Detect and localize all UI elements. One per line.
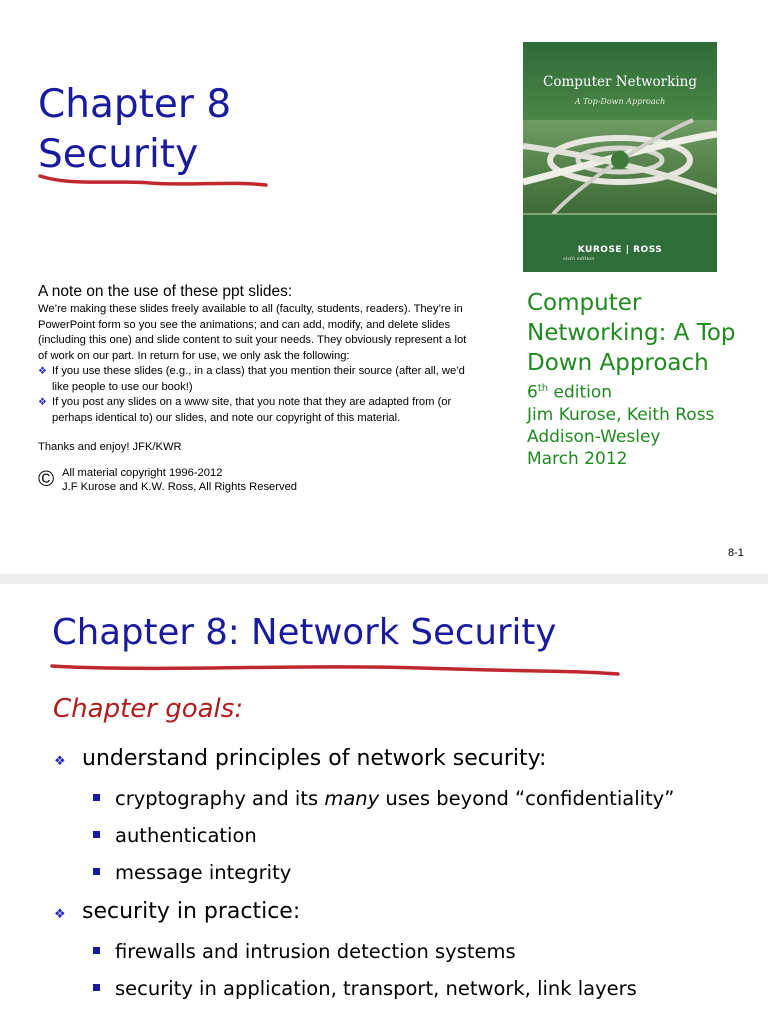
goals-list <box>54 742 674 1007</box>
thanks-text: Thanks and enjoy! JFK/KWR <box>38 441 182 453</box>
book-cover <box>523 42 717 272</box>
copyright-icon: © <box>38 465 55 491</box>
diamond-bullet-icon: ❖ <box>54 907 66 922</box>
book-publisher: Addison-Wesley <box>527 426 661 447</box>
subitem <box>82 970 674 1007</box>
book-edition <box>527 378 767 404</box>
subitem-text: firewalls and intrusion detection systems <box>115 940 516 963</box>
diamond-bullet-icon: ❖ <box>54 754 66 769</box>
subitem-text-part: cryptography and its <box>115 787 325 810</box>
diamond-bullet-icon: ❖ <box>38 397 47 408</box>
book-date: March 2012 <box>527 448 628 469</box>
subitem <box>82 933 674 970</box>
goal-item <box>54 895 674 1007</box>
book-name-line-2: Networking: A Top <box>527 320 736 346</box>
book-cover-subtitle: A Top-Down Approach <box>574 97 666 106</box>
subitem <box>82 854 674 891</box>
book-name-line-1: Computer <box>527 290 642 316</box>
goal-text: security in practice: <box>82 899 301 924</box>
subitem <box>82 817 674 854</box>
book-cover-edition: sixth edition <box>563 256 595 262</box>
edition-suffix: th <box>537 383 549 394</box>
book-cover-authors: KUROSE | ROSS <box>577 245 663 255</box>
goal-subitems <box>82 933 674 1007</box>
title-underline <box>0 0 300 200</box>
goals-label: Chapter goals: <box>53 694 244 724</box>
subitem-text-part: uses beyond “confidentiality” <box>379 787 675 810</box>
title-line-2: Security <box>38 132 199 177</box>
copyright-line-2: J.F Kurose and K.W. Ross, All Rights Reserved <box>62 480 298 493</box>
slide-separator <box>0 574 768 584</box>
square-bullet-icon <box>93 794 100 801</box>
subitem-text: authentication <box>115 824 257 847</box>
goal-text: understand principles of network security: <box>82 746 547 771</box>
title-underline <box>0 584 640 694</box>
slide-2 <box>0 584 768 1024</box>
subitem-text: security in application, transport, network, link layers <box>115 977 637 1000</box>
subitem-emphasis: many <box>324 787 380 810</box>
usage-note <box>38 283 478 494</box>
note-bullet <box>38 395 478 426</box>
note-bullet-text: If you post any slides on a www site, that you note that they are adapted from (or perhaps identical to) our slides, and note our copyright of this material. <box>52 396 452 424</box>
book-cover-title: Computer Networking <box>543 74 697 90</box>
square-bullet-icon <box>93 984 100 991</box>
square-bullet-icon <box>93 868 100 875</box>
book-authors: Jim Kurose, Keith Ross <box>527 404 715 425</box>
title-line-1: Chapter 8 <box>38 82 232 127</box>
note-paragraph: We’re making these slides freely available to all (faculty, students, readers). They’re in PowerPoint form so you see the animations; and can add, modify, and delete slides (including this one) and slide content to suit your needs. They obviously represent a lot of work on our part. In return for use, we only ask the following: <box>38 303 467 362</box>
goal-item <box>54 742 674 891</box>
note-bullet <box>38 364 478 395</box>
book-name-line-3: Down Approach <box>527 350 709 376</box>
page-number: 8-1 <box>728 547 744 559</box>
square-bullet-icon <box>93 947 100 954</box>
diamond-bullet-icon: ❖ <box>38 366 47 377</box>
subitem-text: message integrity <box>115 861 292 884</box>
subitem <box>82 780 674 817</box>
note-bullet-text: If you use these slides (e.g., in a class) that you mention their source (after all, we’d like people to use our book!) <box>52 365 465 393</box>
edition-number: 6 <box>527 382 538 403</box>
note-bullet-list <box>38 364 478 426</box>
slide-title: Chapter 8: Network Security <box>52 612 557 653</box>
copyright-line-1: All material copyright 1996-2012 <box>62 466 223 479</box>
note-heading: A note on the use of these ppt slides: <box>38 283 293 300</box>
edition-word: edition <box>548 382 613 403</box>
copyright-notice <box>38 466 478 494</box>
goal-subitems <box>82 780 674 891</box>
book-info <box>527 288 767 470</box>
square-bullet-icon <box>93 831 100 838</box>
